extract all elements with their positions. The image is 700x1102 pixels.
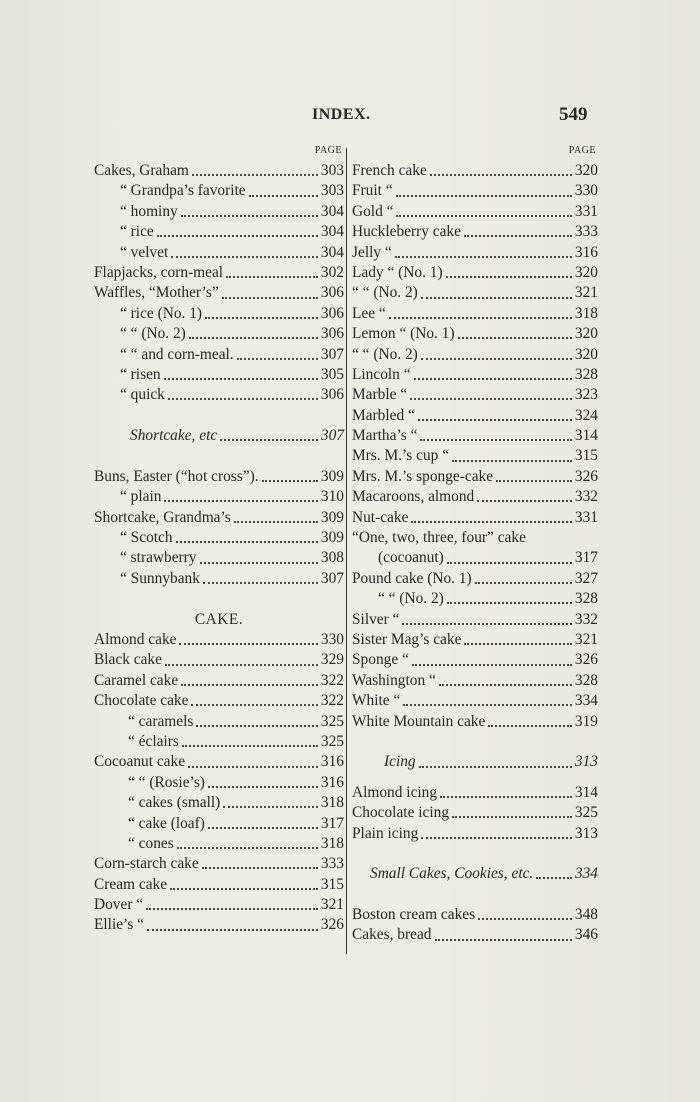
entry-page-number: 307 — [320, 345, 344, 363]
dot-leader — [414, 378, 572, 380]
index-entry — [352, 589, 598, 609]
index-entry — [94, 895, 344, 915]
entry-label: Shortcake, Grandma’s — [94, 508, 231, 526]
entry-page-number: 333 — [574, 223, 598, 241]
index-entry — [352, 508, 598, 528]
index-entry — [352, 467, 598, 487]
index-entry — [94, 915, 344, 935]
entry-label: Waffles, “Mother’s” — [94, 284, 219, 302]
entry-page-number: 309 — [320, 529, 344, 547]
index-entry — [352, 365, 598, 385]
dot-leader — [488, 725, 572, 727]
entry-label: White “ — [352, 692, 401, 710]
index-group — [94, 467, 344, 589]
entry-label: Cream cake — [94, 875, 168, 893]
entry-page-number: 325 — [320, 732, 344, 750]
dot-leader — [182, 745, 318, 747]
index-entry — [352, 345, 598, 365]
entry-page-number: 303 — [320, 182, 344, 200]
entry-label: “ “ (No. 2) — [352, 284, 418, 302]
dot-leader — [222, 297, 318, 299]
entry-page-number: 326 — [320, 916, 344, 934]
dot-leader — [496, 480, 572, 482]
index-entry — [94, 243, 344, 263]
section-heading-icing: Icing 313 — [384, 753, 598, 771]
index-entry — [352, 712, 598, 732]
index-entry — [352, 630, 598, 650]
entry-page-number: 308 — [320, 549, 344, 567]
entry-label: Marble “ — [352, 386, 408, 404]
dot-leader — [171, 256, 318, 258]
dot-leader — [168, 398, 318, 400]
entry-page-number: 307 — [320, 569, 344, 587]
index-entry — [352, 406, 598, 426]
index-entry — [352, 487, 598, 507]
index-entry — [352, 202, 598, 222]
index-entry — [94, 548, 344, 568]
dot-leader — [164, 378, 318, 380]
entry-page-number: 331 — [574, 202, 598, 220]
index-entry — [94, 508, 344, 528]
index-entry — [94, 161, 344, 181]
entry-page-number: 323 — [574, 386, 598, 404]
entry-page-number: 329 — [320, 651, 344, 669]
dot-leader — [464, 643, 571, 645]
entry-label: Dover “ — [94, 896, 144, 914]
section-heading-cake: CAKE. — [194, 610, 244, 628]
index-entry — [352, 243, 598, 263]
entry-label: “ “ (No. 2) — [120, 325, 186, 343]
index-group — [94, 630, 344, 936]
dot-leader — [396, 215, 571, 217]
index-entry — [94, 304, 344, 324]
entry-label: “ hominy — [120, 202, 178, 220]
entry-label: Black cake — [94, 651, 162, 669]
entry-page-number: 318 — [320, 794, 344, 812]
entry-label: “ “ (No. 2) — [378, 590, 444, 608]
entry-page-number: 313 — [574, 824, 598, 842]
index-entry — [352, 222, 598, 242]
entry-page-number: 306 — [320, 386, 344, 404]
dot-leader — [203, 582, 318, 584]
entry-label: Lady “ (No. 1) — [352, 263, 443, 281]
entry-label: “ “ (Rosie’s) — [128, 773, 205, 791]
dot-leader — [411, 521, 572, 523]
entry-page-number: 327 — [574, 569, 598, 587]
entry-label: Lee “ — [352, 304, 386, 322]
entry-label: Mrs. M.’s sponge-cake — [352, 467, 494, 485]
entry-label: “ plain — [120, 488, 162, 506]
index-entry — [352, 691, 598, 711]
entry-page-number: 322 — [320, 692, 344, 710]
entry-label: Silver “ — [352, 610, 400, 628]
dot-leader — [458, 337, 572, 339]
dot-leader — [475, 582, 572, 584]
dot-leader — [146, 908, 318, 910]
index-entry — [352, 671, 598, 691]
index-column-left — [94, 145, 344, 936]
index-entry — [94, 854, 344, 874]
dot-leader — [396, 195, 572, 197]
dot-leader — [237, 358, 318, 360]
index-entry — [94, 569, 344, 589]
entry-label: Sister Mag’s cake — [352, 630, 462, 648]
entry-label: Cakes, Graham — [94, 162, 189, 179]
dot-leader — [435, 939, 572, 941]
index-entry — [94, 283, 344, 303]
page-column-label: PAGE — [314, 145, 342, 156]
entry-page-number: 319 — [574, 712, 598, 730]
dot-leader — [177, 847, 318, 849]
entry-page-number: 348 — [574, 906, 598, 924]
entry-label: Pound cake (No. 1) — [352, 569, 472, 587]
entry-label: French cake — [352, 162, 427, 179]
page-number: 549 — [559, 104, 588, 125]
entry-page-number: 302 — [320, 263, 344, 281]
index-entry — [94, 385, 344, 405]
entry-page-number: 322 — [320, 671, 344, 689]
entry-label: Ellie’s “ — [94, 916, 145, 934]
index-entry — [94, 181, 344, 201]
dot-leader — [402, 623, 571, 625]
dot-leader — [192, 174, 318, 176]
index-entry — [352, 548, 598, 568]
index-group — [352, 905, 598, 946]
index-entry — [94, 345, 344, 365]
index-entry — [352, 304, 598, 324]
dot-leader — [147, 929, 318, 931]
entry-page-number: 321 — [320, 896, 344, 914]
dot-leader — [189, 337, 318, 339]
index-group — [94, 161, 344, 406]
dot-leader — [181, 215, 318, 217]
entry-label: Marbled “ — [352, 406, 415, 424]
entry-page-number: 320 — [574, 325, 598, 343]
dot-leader — [452, 816, 572, 818]
index-entry — [352, 783, 598, 803]
entry-label: Gold “ — [352, 202, 394, 220]
entry-page-number: 328 — [574, 590, 598, 608]
dot-leader — [205, 317, 318, 319]
index-entry — [94, 324, 344, 344]
dot-leader — [430, 174, 572, 176]
entry-page-number: 306 — [320, 304, 344, 322]
index-entry — [352, 650, 598, 670]
page-column-label: PAGE — [568, 145, 596, 156]
entry-page-number: 334 — [574, 692, 598, 710]
dot-leader — [208, 786, 318, 788]
entry-page-number: 314 — [574, 427, 598, 445]
entry-label: “ éclairs — [128, 732, 179, 750]
index-entry — [94, 630, 344, 650]
index-entry — [94, 365, 344, 385]
index-group — [352, 161, 598, 528]
index-entry — [94, 263, 344, 283]
entry-label: “ rice — [120, 223, 154, 241]
entry-page-number: 326 — [574, 467, 598, 485]
entry-page-number: 320 — [574, 345, 598, 363]
entry-label: Almond cake — [94, 630, 177, 648]
entry-label: Plain icing — [352, 824, 419, 842]
entry-page-number: 330 — [320, 630, 344, 648]
section-heading-shortcake: Shortcake, etc 307 — [130, 427, 344, 445]
dot-leader — [410, 398, 572, 400]
entry-page-number: 310 — [320, 488, 344, 506]
entry-page-number: 325 — [320, 712, 344, 730]
dot-leader — [164, 500, 317, 502]
dot-leader — [202, 867, 318, 869]
entry-label: Mrs. M.’s cup “ — [352, 447, 450, 465]
entry-page-number: 333 — [320, 855, 344, 873]
entry-label: “ cakes (small) — [128, 794, 221, 812]
entry-label: Huckleberry cake — [352, 223, 461, 241]
entry-label: Martha’s “ — [352, 427, 418, 445]
dot-leader — [478, 918, 572, 920]
entry-label: Buns, Easter (“hot cross”). — [94, 467, 259, 485]
dot-leader — [179, 643, 317, 645]
dot-leader — [452, 460, 572, 462]
dot-leader — [234, 521, 318, 523]
index-entry — [94, 202, 344, 222]
index-entry — [352, 610, 598, 630]
entry-page-number: 321 — [574, 284, 598, 302]
entry-page-number: 316 — [574, 243, 598, 261]
index-entry — [94, 875, 344, 895]
entry-page-number: 314 — [574, 783, 598, 801]
index-entry — [352, 385, 598, 405]
entry-label: “ caramels — [128, 712, 194, 730]
entry-page-number: 320 — [574, 162, 598, 179]
entry-label: “ quick — [120, 386, 165, 404]
entry-page-number: 309 — [320, 508, 344, 526]
entry-page-number: 328 — [574, 671, 598, 689]
dot-leader — [440, 796, 572, 798]
dot-leader — [412, 664, 572, 666]
entry-label: Macaroons, almond — [352, 488, 475, 506]
index-entry — [94, 487, 344, 507]
index-entry — [352, 324, 598, 344]
entry-label: “ Grandpa’s favorite — [120, 182, 246, 200]
entry-label: Almond icing — [352, 783, 438, 801]
index-column-right — [352, 145, 598, 946]
dot-leader — [170, 888, 318, 890]
index-entry — [94, 222, 344, 242]
entry-label: Lincoln “ — [352, 365, 411, 383]
index-entry — [352, 283, 598, 303]
index-entry — [94, 467, 344, 487]
entry-label: “ Scotch — [120, 529, 173, 547]
index-entry — [352, 181, 598, 201]
entry-label: Corn-starch cake — [94, 855, 199, 873]
entry-page-number: 318 — [574, 304, 598, 322]
entry-page-number: 320 — [574, 263, 598, 281]
entry-label: Chocolate cake — [94, 692, 189, 710]
dot-leader — [418, 419, 572, 421]
entry-label: Nut-cake — [352, 508, 409, 526]
dot-leader — [208, 827, 318, 829]
entry-label: Lemon “ (No. 1) — [352, 325, 455, 343]
entry-label: Cakes, bread — [352, 926, 432, 944]
entry-page-number: 324 — [574, 406, 598, 424]
entry-label: “ “ (No. 2) — [352, 345, 418, 363]
entry-label: White Mountain cake — [352, 712, 486, 730]
entry-page-number: 316 — [320, 773, 344, 791]
index-entry — [352, 803, 598, 823]
dot-leader — [226, 276, 318, 278]
index-entry — [352, 161, 598, 181]
dot-leader — [165, 664, 318, 666]
index-group — [352, 548, 598, 732]
entry-label: “ Sunnybank — [120, 569, 200, 587]
index-entry — [94, 671, 344, 691]
index-entry — [352, 905, 598, 925]
dot-leader — [249, 195, 318, 197]
dot-leader — [447, 562, 572, 564]
dot-leader — [389, 317, 572, 319]
entry-page-number: 304 — [320, 243, 344, 261]
index-entry — [352, 569, 598, 589]
index-entry — [352, 426, 598, 446]
index-entry — [94, 712, 344, 732]
index-entry — [94, 732, 344, 752]
entry-page-number: 325 — [574, 804, 598, 822]
index-entry — [94, 814, 344, 834]
entry-page-number: 332 — [574, 488, 598, 506]
dot-leader — [196, 725, 318, 727]
entry-page-number: 332 — [574, 610, 598, 628]
entry-page-number: 304 — [320, 223, 344, 241]
dot-leader — [200, 562, 318, 564]
index-entry — [352, 263, 598, 283]
entry-page-number: 321 — [574, 630, 598, 648]
entry-page-number: 315 — [320, 875, 344, 893]
dot-leader — [191, 704, 317, 706]
dot-leader — [223, 806, 318, 808]
entry-page-number: 328 — [574, 365, 598, 383]
index-entry — [94, 528, 344, 548]
entry-page-number: 330 — [574, 182, 598, 200]
index-entry — [352, 925, 598, 945]
index-group — [352, 783, 598, 844]
index-entry — [94, 650, 344, 670]
entry-page-number: 305 — [320, 365, 344, 383]
dot-leader — [447, 602, 572, 604]
dot-leader — [421, 837, 572, 839]
dot-leader — [395, 256, 572, 258]
dot-leader — [421, 297, 572, 299]
running-head: INDEX. — [312, 106, 371, 123]
entry-page-number: 315 — [574, 447, 598, 465]
entry-label: Washington “ — [352, 671, 436, 689]
entry-label: Fruit “ — [352, 182, 393, 200]
dot-leader — [262, 480, 318, 482]
entry-page-number: 346 — [574, 926, 598, 944]
entry-label: Cocoanut cake — [94, 753, 186, 771]
entry-page-number: 317 — [574, 549, 598, 567]
index-entry — [352, 824, 598, 844]
index-entry — [94, 773, 344, 793]
index-entry — [352, 446, 598, 466]
dot-leader — [464, 235, 572, 237]
entry-page-number: 303 — [320, 162, 344, 179]
entry-label: (cocoanut) — [378, 549, 444, 567]
column-divider — [346, 148, 347, 954]
entry-label: “ cake (loaf) — [128, 814, 205, 832]
entry-label: Flapjacks, corn-meal — [94, 263, 224, 281]
entry-label: “ cones — [128, 834, 174, 852]
entry-label: Chocolate icing — [352, 804, 450, 822]
dot-leader — [403, 704, 572, 706]
entry-page-number: 326 — [574, 651, 598, 669]
entry-page-number: 304 — [320, 202, 344, 220]
entry-page-number: 331 — [574, 508, 598, 526]
index-entry: “One, two, three, four” cake — [352, 529, 526, 547]
entry-label: “ strawberry — [120, 549, 197, 567]
entry-label: “ risen — [120, 365, 161, 383]
dot-leader — [181, 684, 318, 686]
entry-page-number: 306 — [320, 284, 344, 302]
entry-page-number: 318 — [320, 834, 344, 852]
entry-page-number: 309 — [320, 467, 344, 485]
entry-label: Jelly “ — [352, 243, 392, 261]
index-entry — [94, 752, 344, 772]
dot-leader — [157, 235, 318, 237]
entry-page-number: 306 — [320, 325, 344, 343]
entry-label: Boston cream cakes — [352, 906, 476, 924]
entry-page-number: 316 — [320, 753, 344, 771]
entry-page-number: 317 — [320, 814, 344, 832]
section-heading-small-cakes: Small Cakes, Cookies, etc. 334 — [370, 865, 598, 883]
index-entry — [94, 834, 344, 854]
dot-leader — [477, 500, 572, 502]
entry-label: “ velvet — [120, 243, 169, 261]
entry-label: Caramel cake — [94, 671, 179, 689]
index-entry — [94, 793, 344, 813]
entry-label: “ “ and corn-meal. — [120, 345, 234, 363]
dot-leader — [439, 684, 572, 686]
dot-leader — [421, 358, 572, 360]
dot-leader — [188, 766, 318, 768]
entry-label: Sponge “ — [352, 651, 409, 669]
dot-leader — [446, 276, 572, 278]
dot-leader — [176, 541, 318, 543]
dot-leader — [420, 439, 572, 441]
index-entry — [94, 691, 344, 711]
entry-label: “ rice (No. 1) — [120, 304, 203, 322]
